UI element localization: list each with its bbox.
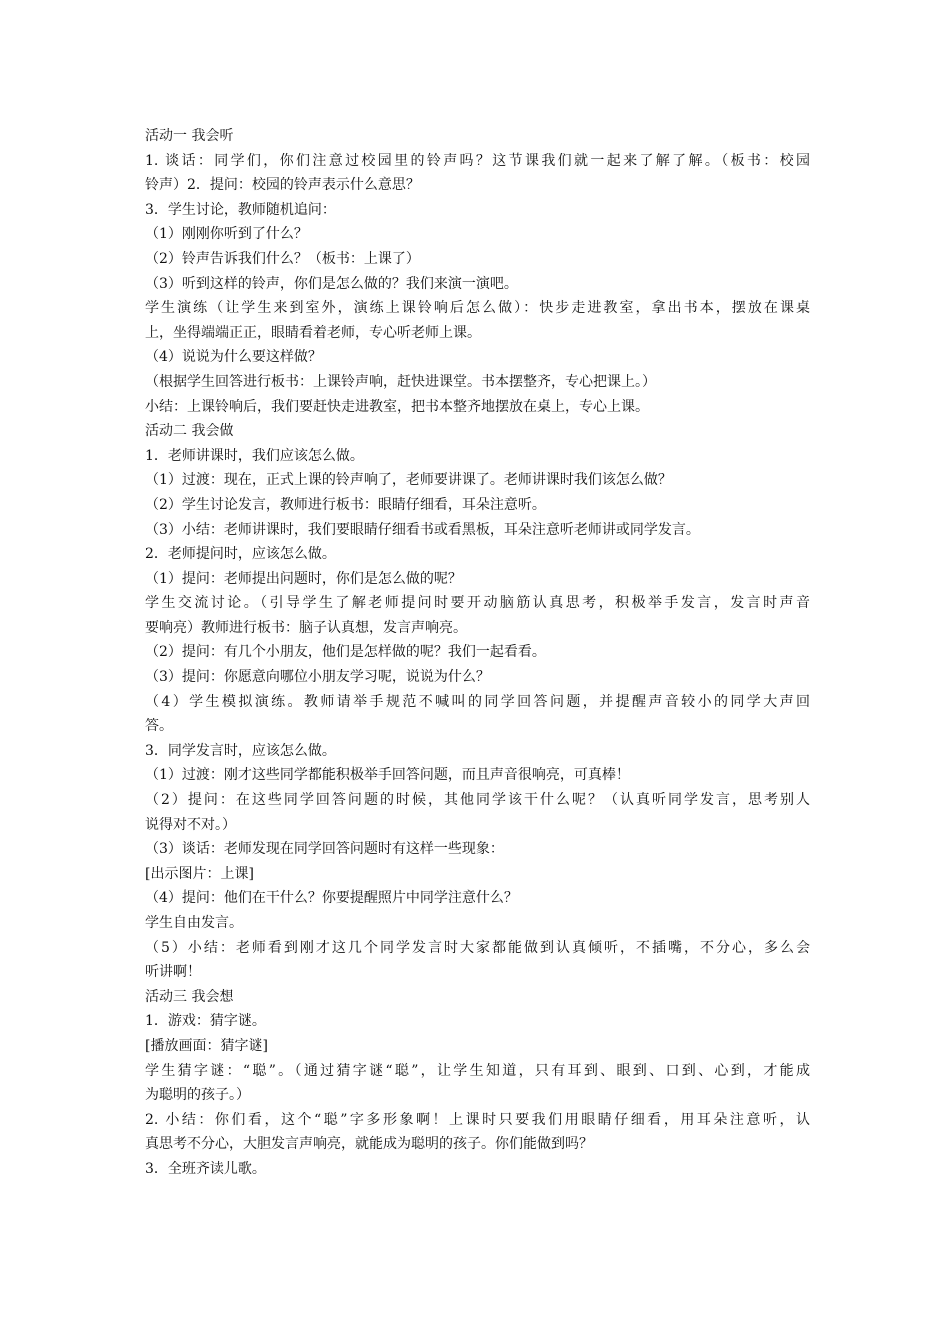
text-line: 1. 谈话：同学们，你们注意过校园里的铃声吗？这节课我们就一起来了解了解。（板书：校园: [145, 152, 810, 169]
text-line: 要响亮）教师进行板书：脑子认真想，发言声响亮。: [145, 619, 467, 636]
text-line: （根据学生回答进行板书：上课铃声响，赶快进课堂。书本摆整齐，专心把课上。）: [145, 373, 656, 390]
text-line: （2）提问：在这些同学回答问题的时候，其他同学该干什么呢？（认真听同学发言，思考别人: [145, 792, 810, 809]
text-line: （4）提问：他们在干什么？你要提醒照片中同学注意什么？: [145, 890, 518, 907]
text-line: 小结：上课铃响后，我们要赶快走进教室，把书本整齐地摆放在桌上，专心上课。: [145, 398, 649, 415]
text-line: 听讲啊！: [145, 964, 201, 981]
text-line: （2）铃声告诉我们什么？（板书：上课了）: [145, 250, 420, 267]
text-line: 为聪明的孩子。）: [145, 1087, 250, 1104]
text-line: 3．同学发言时，应该怎么做。: [145, 742, 336, 759]
text-line: 学生演练（让学生来到室外，演练上课铃响后怎么做）：快步走进教室，拿出书本，摆放在课桌: [145, 300, 810, 317]
text-line: （5）小结：老师看到刚才这几个同学发言时大家都能做到认真倾听，不插嘴，不分心，多么会: [145, 939, 810, 956]
text-line: 说得对不对。）: [145, 816, 236, 833]
text-line: 上，坐得端端正正，眼睛看着老师，专心听老师上课。: [145, 324, 481, 341]
text-line: （1）刚刚你听到了什么？: [145, 226, 308, 243]
text-line: 学生猜字谜：“聪”。（通过猜字谜“聪”，让学生知道，只有耳到、眼到、口到、心到，才能成: [145, 1062, 810, 1079]
text-line: （1）过渡：刚才这些同学都能积极举手回答问题，而且声音很响亮，可真棒！: [145, 767, 630, 784]
text-line: 3．学生讨论，教师随机追问：: [145, 201, 336, 218]
text-line: 2. 小结：你们看，这个“聪”字多形象啊！上课时只要我们用眼睛仔细看，用耳朵注意听，认: [145, 1111, 810, 1128]
text-line: 学生交流讨论。（引导学生了解老师提问时要开动脑筋认真思考，积极举手发言，发言时声音: [145, 595, 810, 612]
text-line: （3）谈话：老师发现在同学回答问题时有这样一些现象：: [145, 841, 504, 858]
text-line: （4）说说为什么要这样做？: [145, 349, 322, 366]
text-line: （3）小结：老师讲课时，我们要眼睛仔细看书或看黑板，耳朵注意听老师讲或同学发言。: [145, 521, 700, 538]
text-line: 3．全班齐读儿歌。: [145, 1160, 266, 1177]
text-line: （3）听到这样的铃声，你们是怎么做的？我们来演一演吧。: [145, 275, 518, 292]
text-line: 2．老师提问时，应该怎么做。: [145, 546, 336, 563]
text-line: （4）学生模拟演练。教师请举手规范不喊叫的同学回答问题，并提醒声音较小的同学大声回: [145, 693, 810, 710]
text-line: 学生自由发言。: [145, 915, 243, 931]
text-line: （2）提问：有几个小朋友，他们是怎样做的呢？我们一起看看。: [145, 644, 546, 661]
text-line: （2）学生讨论发言，教师进行板书：眼睛仔细看，耳朵注意听。: [145, 496, 546, 513]
text-line: [播放画面：猜字谜]: [145, 1037, 268, 1054]
text-line: （1）过渡：现在，正式上课的铃声响了，老师要讲课了。老师讲课时我们该怎么做？: [145, 472, 672, 489]
text-line: （1）提问：老师提出问题时，你们是怎么做的呢？: [145, 570, 462, 587]
text-line: 铃声）2．提问：校园的铃声表示什么意思？: [145, 177, 420, 194]
section-heading-activity-1: 活动一 我会听: [145, 128, 234, 144]
text-line: 真思考不分心，大胆发言声响亮，就能成为聪明的孩子。你们能做到吗？: [145, 1136, 593, 1153]
text-line: 1．老师讲课时，我们应该怎么做。: [145, 447, 364, 464]
document-body: [145, 124, 810, 1182]
text-line: 答。: [145, 718, 173, 735]
text-line: [出示图片：上课]: [145, 865, 254, 882]
section-heading-activity-2: 活动二 我会做: [145, 423, 234, 440]
text-line: 1．游戏：猜字谜。: [145, 1013, 266, 1030]
section-heading-activity-3: 活动三 我会想: [145, 988, 234, 1005]
text-line: （3）提问：你愿意向哪位小朋友学习呢，说说为什么？: [145, 669, 490, 686]
